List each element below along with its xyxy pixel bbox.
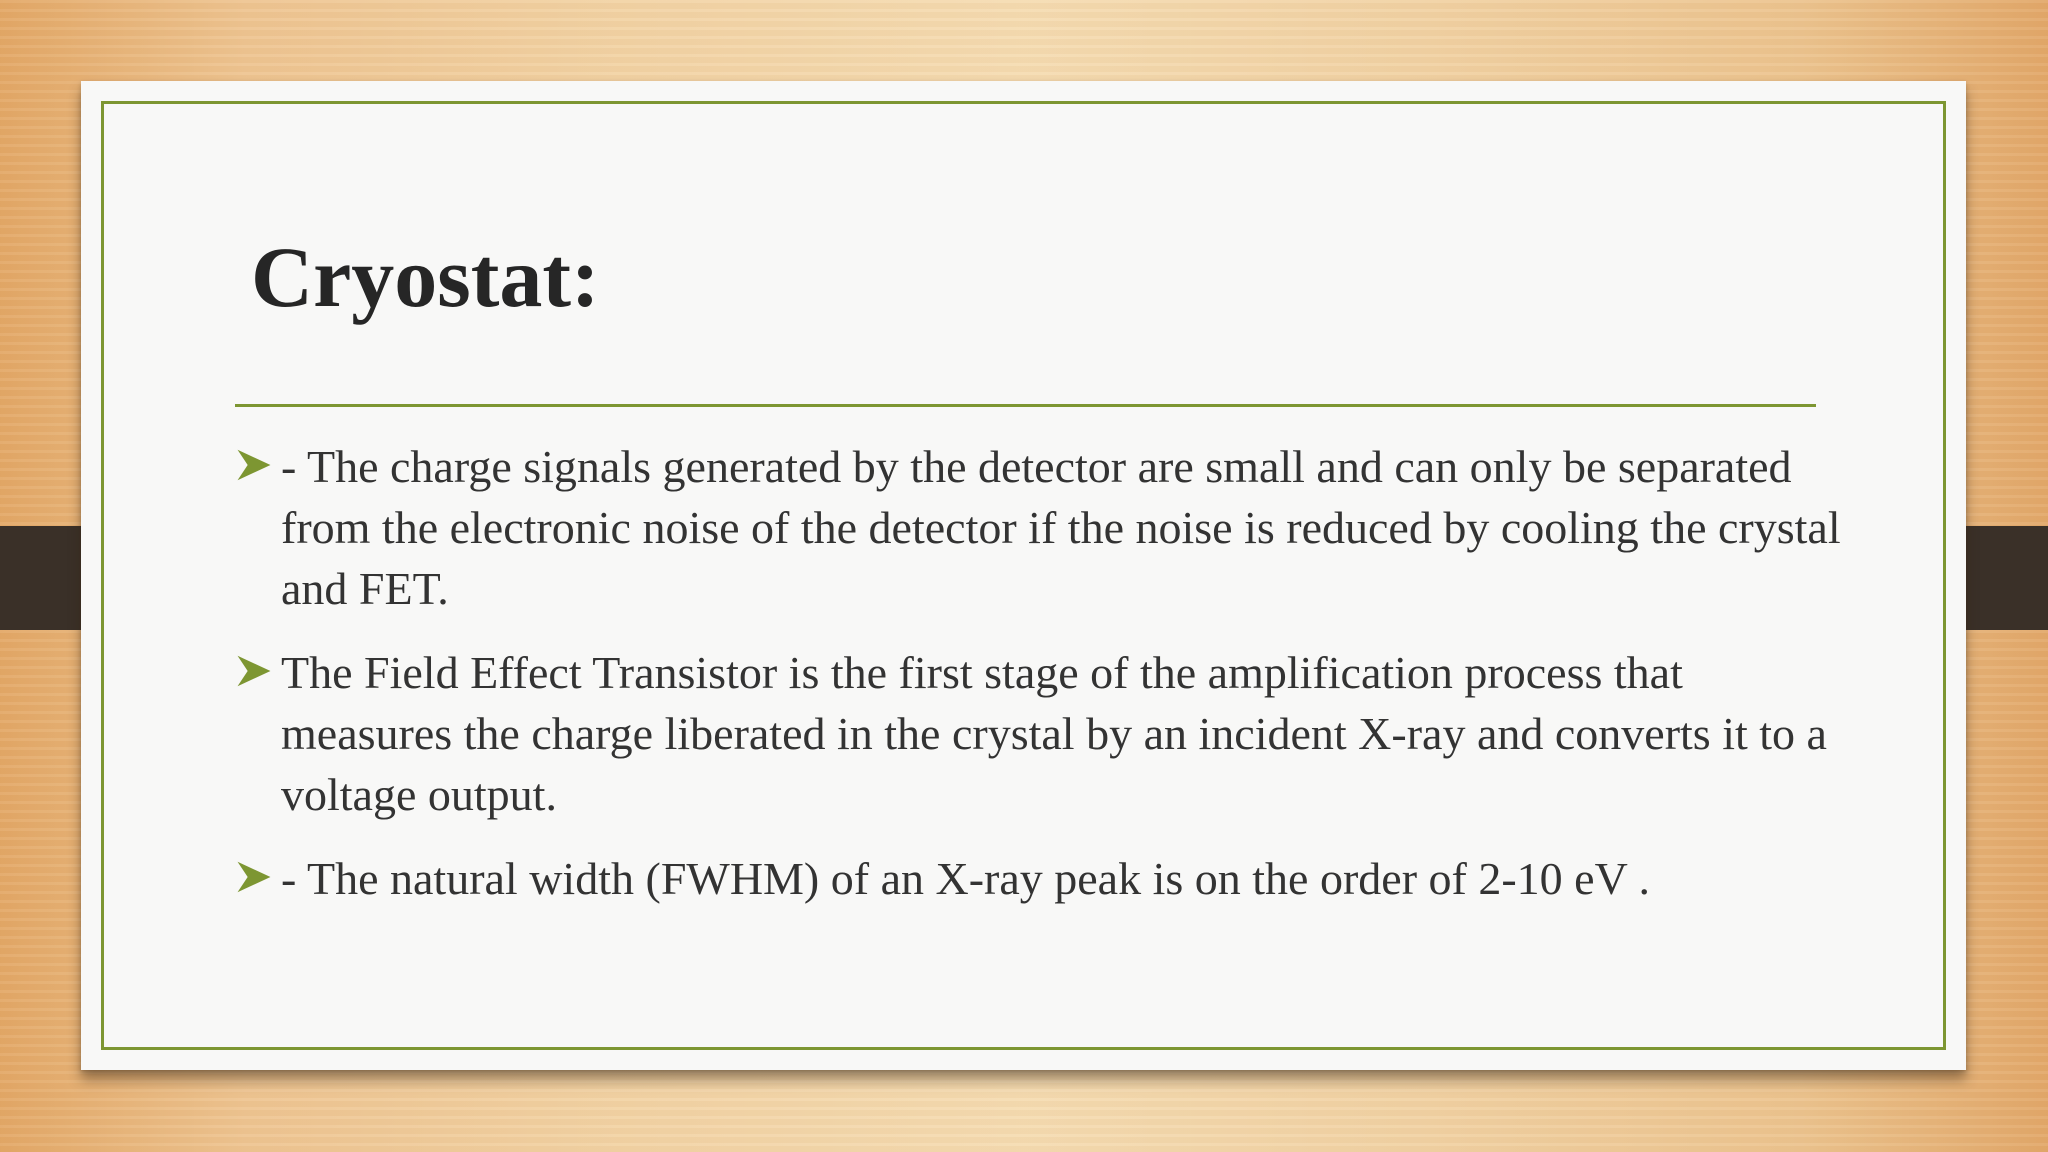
bullet-item (235, 642, 1845, 825)
bullet-text: - The natural width (FWHM) of an X-ray peak is on the order of 2-10 eV . (281, 853, 1650, 904)
bullet-text: The Field Effect Transistor is the first stage of the amplification process that measures the charge liberated in the crystal by an incident X-ray and converts it to a voltage output. (281, 647, 1827, 820)
arrowhead-bullet-icon (235, 446, 273, 484)
slide (81, 81, 1966, 1070)
bullet-item (235, 848, 1845, 909)
bullet-list (235, 436, 1845, 932)
slide-title: Cryostat: (251, 229, 600, 325)
bullet-text: - The charge signals generated by the detector are small and can only be separated from the electronic noise of the detector if the noise is reduced by cooling the crystal and FET. (281, 441, 1841, 614)
title-underline-rule (235, 404, 1816, 407)
arrowhead-bullet-icon (235, 652, 273, 690)
bullet-item (235, 436, 1845, 619)
arrowhead-bullet-icon (235, 858, 273, 896)
